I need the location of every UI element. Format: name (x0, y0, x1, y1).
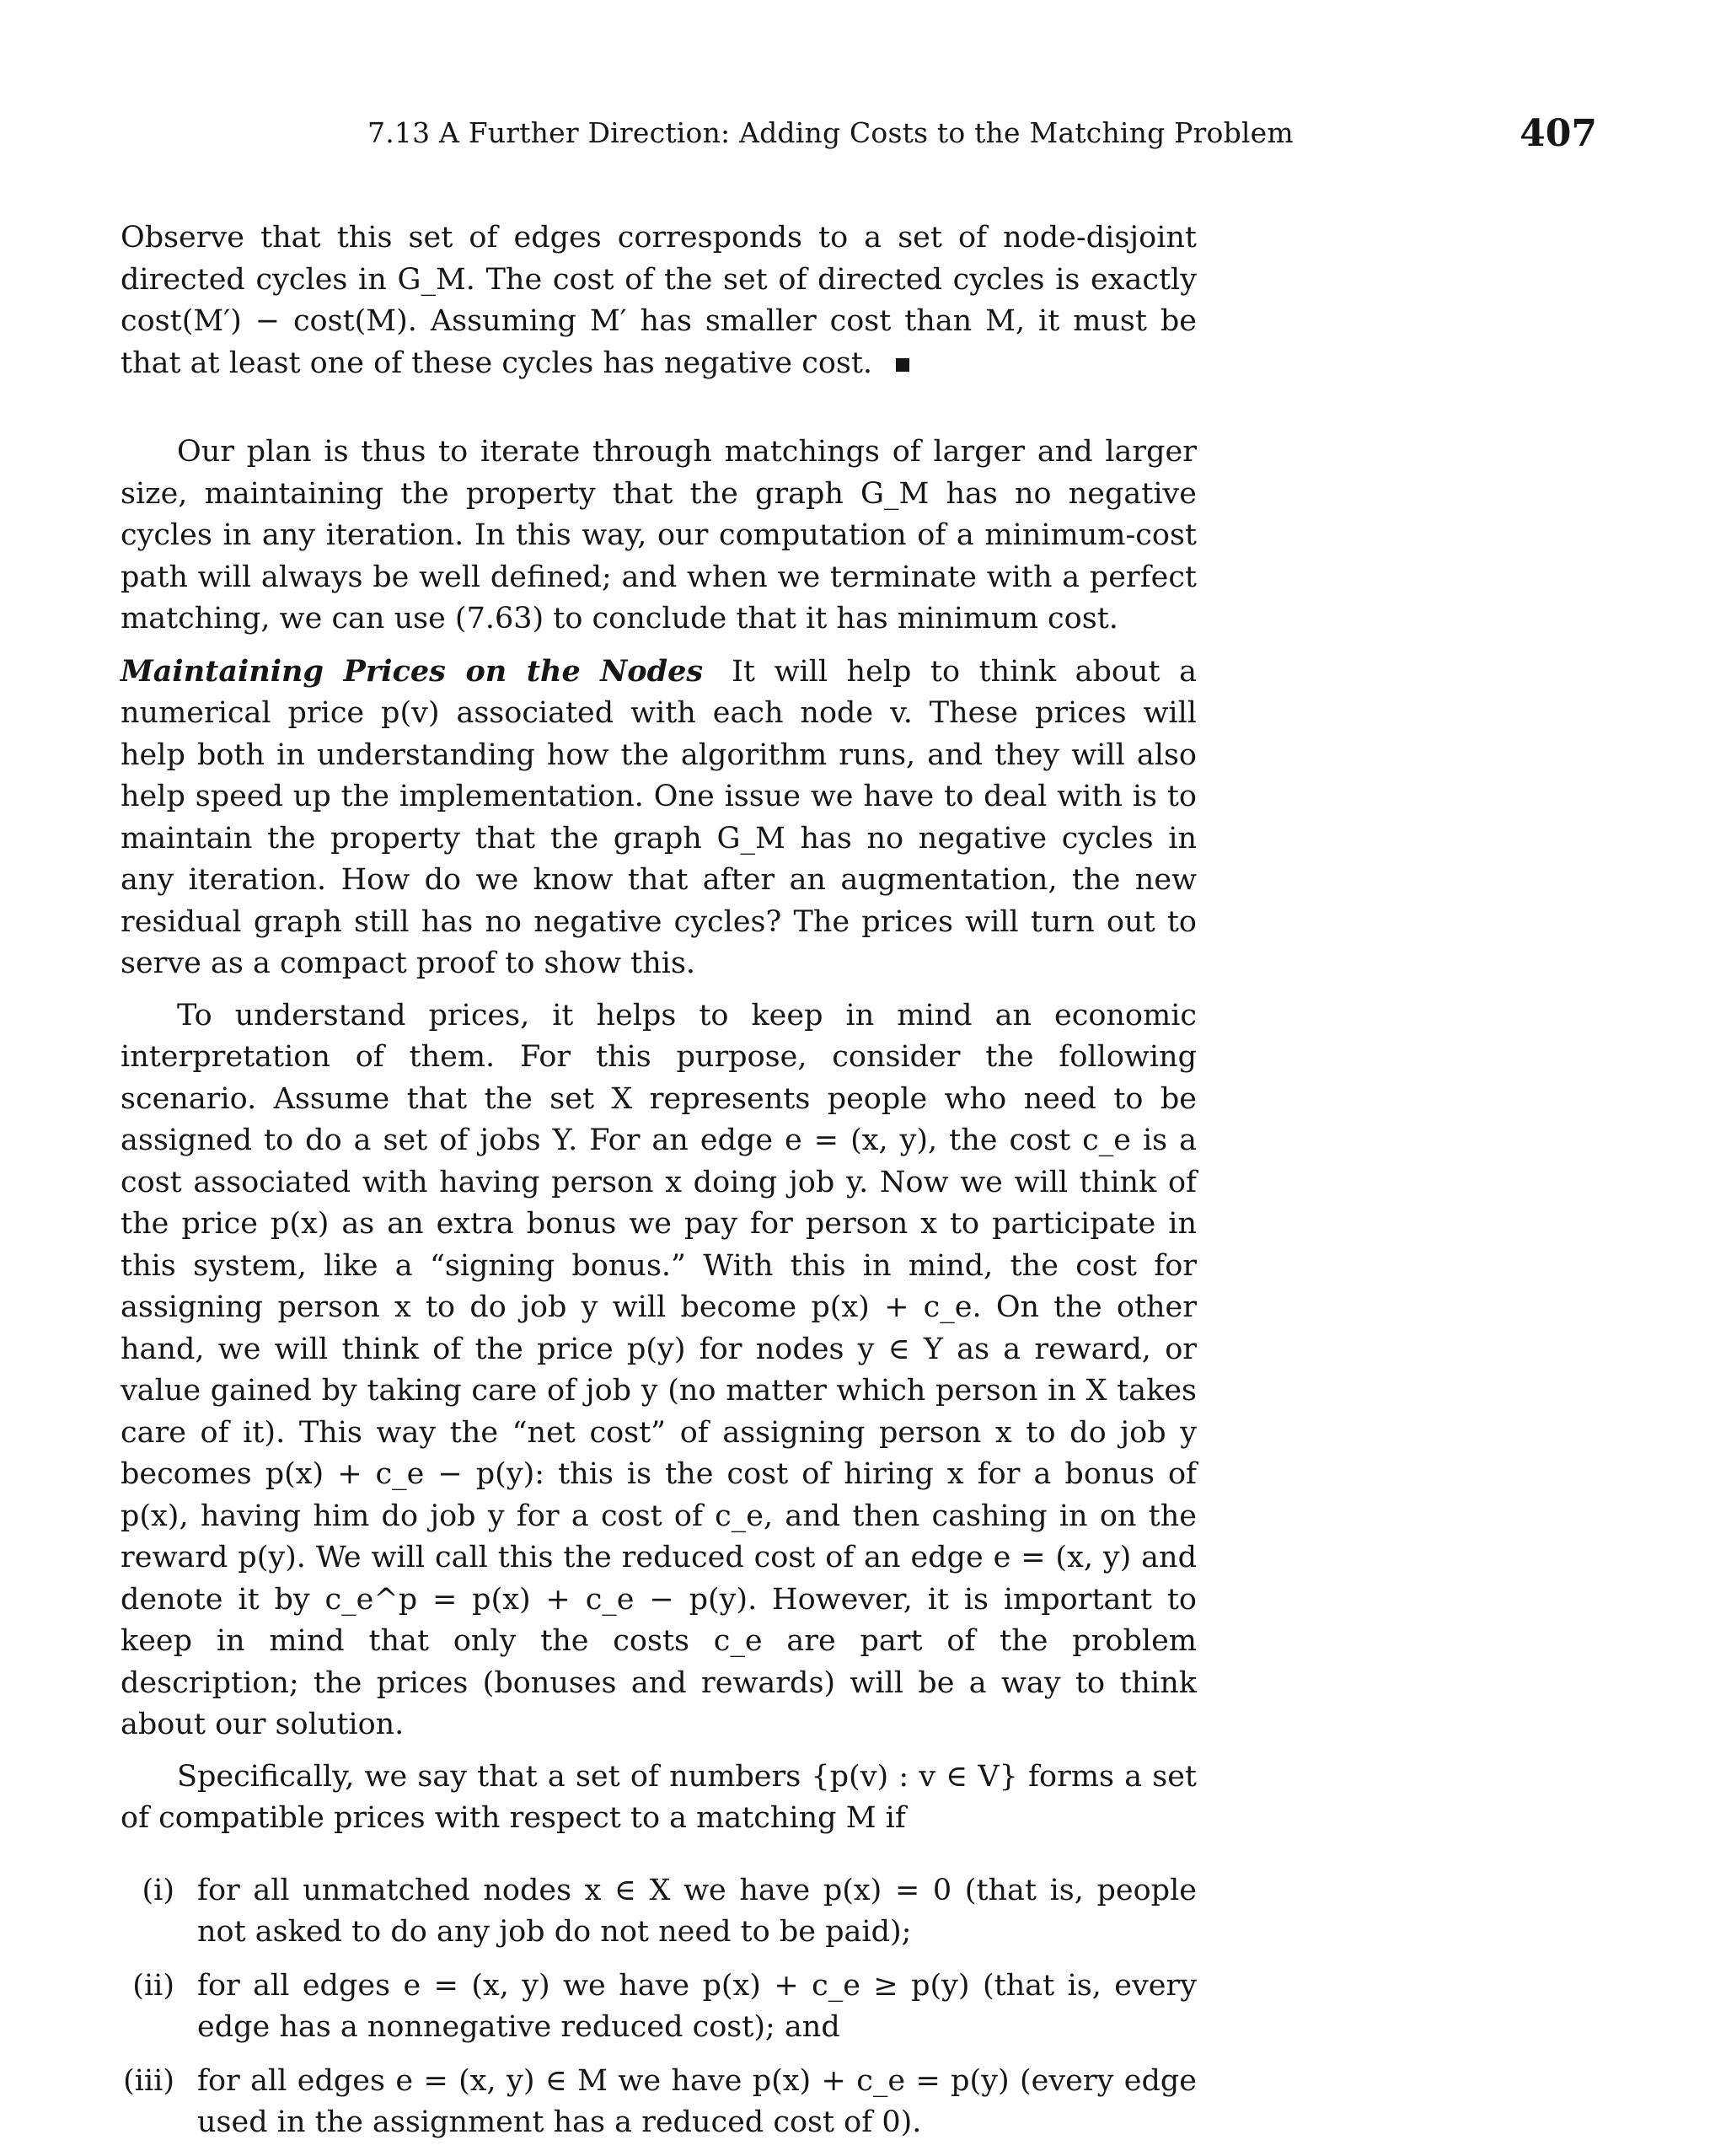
paragraph-text: It will help to think about a numerical price p(v) associated with each node v. These prices will help both in understanding how the algorithm runs, and they will also help speed up the implementation. One issue we have to deal with is to maintain the property that the graph G_M has no negative cycles in any iteration. How do we know that after an augmentation, the new residual graph still has no negative cycles? The prices will turn out to serve as a compact proof to show this. (121, 654, 1197, 980)
paragraph-text: Observe that this set of edges corresponds to a set of node-disjoint directed cycles in G_M. The cost of the set of directed cycles is exactly cost(M′) − cost(M). Assuming M′ has smaller cost than M, it must be that at least one of these cycles has negative cost. (121, 221, 1197, 380)
condition-text: for all edges e = (x, y) ∈ M we have p(x) + c_e = p(y) (every edge used in the assignment has a reduced cost of 0). (197, 2063, 1197, 2139)
paragraph-prices-intro (121, 651, 1197, 985)
section-run-in-heading: Maintaining Prices on the Nodes (121, 653, 704, 689)
page-body (121, 217, 1197, 2156)
condition-number: (iii) (123, 2063, 174, 2098)
condition-text: for all edges e = (x, y) we have p(x) + c_e ≥ p(y) (that is, every edge has a nonnegative reduced cost); and (197, 1968, 1197, 2044)
qed-square-icon (896, 358, 909, 372)
page-number: 407 (1520, 112, 1597, 155)
condition-text: for all unmatched nodes x ∈ X we have p(x) = 0 (that is, people not asked to do any job do not need to be paid); (197, 1873, 1197, 1949)
running-head: 7.13 A Further Direction: Adding Costs to the Matching Problem (367, 116, 1294, 149)
paragraph-plan: Our plan is thus to iterate through matchings of larger and larger size, maintaining the property that the graph G_M has no negative cycles in any iteration. In this way, our computation of a minimum-cost path will always be well defined; and when we terminate with a perfect matching, we can use (7.63) to conclude that it has minimum cost. (121, 435, 1197, 636)
condition-item (121, 1870, 1197, 1954)
paragraph-economic-interpretation: To understand prices, it helps to keep in mind an economic interpretation of them. For this purpose, consider the following scenario. Assume that the set X represents people who need to be assigned to do a set of jobs Y. For an edge e = (x, y), the cost c_e is a cost associated with having person x doing job y. Now we will think of the price p(x) as an extra bonus we pay for person x to participate in this system, like a “signing bonus.” With this in mind, the cost for assigning person x to do job y will become p(x) + c_e. On the other hand, we will think of the price p(y) for nodes y ∈ Y as a reward, or value gained by taking care of job y (no matter which person in X takes care of it). This way the “net cost” of assigning person x to do job y becomes p(x) + c_e − p(y): this is the cost of hiring x for a bonus of p(x), having him do job y for a cost of c_e, and then cashing in on the reward p(y). We will call this the reduced cost of an edge e = (x, y) and denote it by c_e^p = p(x) + c_e − p(y). However, it is important to keep in mind that only the costs c_e are part of the problem description; the prices (bonuses and rewards) will be a way to think about our solution. (121, 998, 1197, 1741)
paragraph-compatible-prices: Specifically, we say that a set of numbers {p(v) : v ∈ V} forms a set of compatible prices with respect to a matching M if (121, 1759, 1197, 1835)
condition-number: (ii) (132, 1968, 174, 2003)
paragraph-proof-end (121, 217, 1197, 384)
condition-number: (i) (142, 1873, 174, 1907)
condition-item (121, 1966, 1197, 2049)
conditions-list (121, 1870, 1197, 2144)
